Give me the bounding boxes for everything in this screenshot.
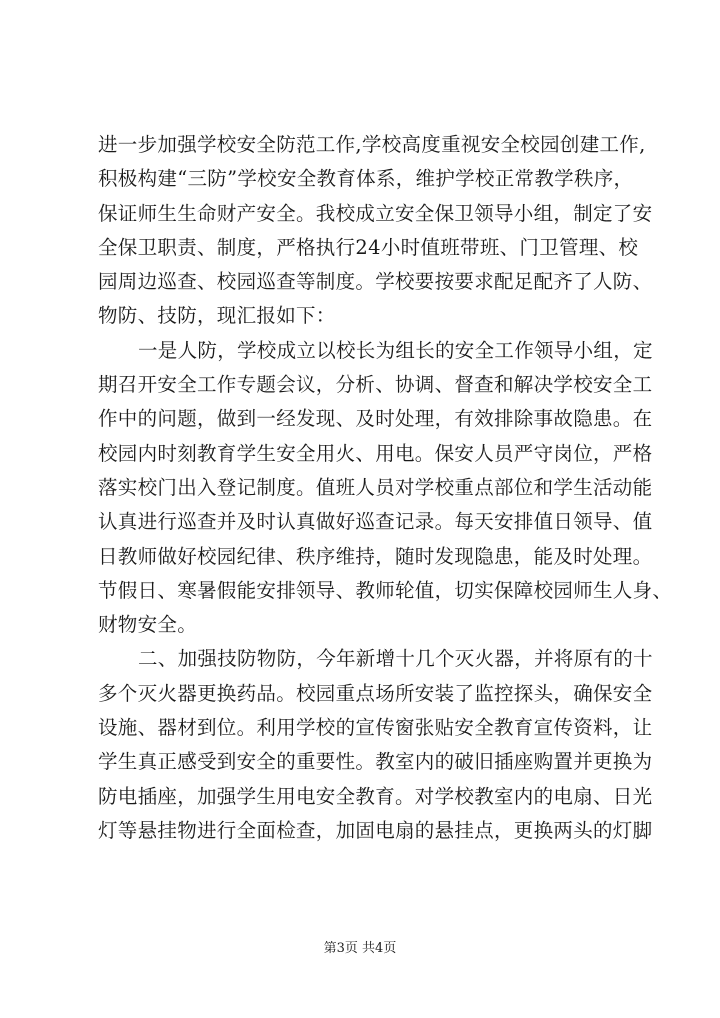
text-line: 节假日、寒暑假能安排领导、教师轮值，切实保障校园师生人身、: [98, 578, 673, 602]
paragraph-start-line: 一是人防，学校成立以校长为组长的安全工作领导小组，定: [138, 338, 653, 362]
text-line: 多个灭火器更换药品。校园重点场所安装了监控探头，确保安全: [98, 681, 653, 705]
text-line: 期召开安全工作专题会议，分析、协调、督查和解决学校安全工: [98, 373, 653, 397]
body-text: [98, 128, 673, 848]
text-line: 认真进行巡查并及时认真做好巡查记录。每天安排值日领导、值: [98, 510, 653, 534]
text-line: 物防、技防，现汇报如下：: [98, 304, 336, 328]
text-line: 设施、器材到位。利用学校的宣传窗张贴安全教育宣传资料，让: [98, 716, 653, 740]
text-line: 落实校门出入登记制度。值班人员对学校重点部位和学生活动能: [98, 475, 653, 499]
text-line: 园周边巡查、校园巡查等制度。学校要按要求配足配齐了人防、: [98, 270, 653, 294]
text-line: 积极构建“三防”学校安全教育体系，维护学校正常教学秩序，: [98, 167, 634, 191]
text-line: 保证师生生命财产安全。我校成立安全保卫领导小组，制定了安: [98, 201, 653, 225]
page-number-footer: 第3页 共4页: [323, 941, 397, 956]
text-line: 全保卫职责、制度，严格执行24小时值班带班、门卫管理、校: [98, 235, 639, 259]
text-line: 灯等悬挂物进行全面检查，加固电扇的悬挂点，更换两头的灯脚: [98, 818, 653, 842]
text-line: 校园内时刻教育学生安全用火、用电。保安人员严守岗位，严格: [98, 441, 653, 465]
paragraph-start-line: 二、加强技防物防，今年新增十几个灭火器，并将原有的十: [138, 647, 653, 671]
text-line: 学生真正感受到安全的重要性。教室内的破旧插座购置并更换为: [98, 750, 653, 774]
text-line: 进一步加强学校安全防范工作,学校高度重视安全校园创建工作,: [98, 133, 646, 156]
text-line: 日教师做好校园纪律、秩序维持，随时发现隐患，能及时处理。: [98, 544, 653, 568]
text-line: 财物安全。: [98, 613, 198, 637]
text-line: 防电插座，加强学生用电安全教育。对学校教室内的电扇、日光: [98, 784, 653, 808]
text-line: 作中的问题，做到一经发现、及时处理，有效排除事故隐患。在: [98, 407, 653, 431]
